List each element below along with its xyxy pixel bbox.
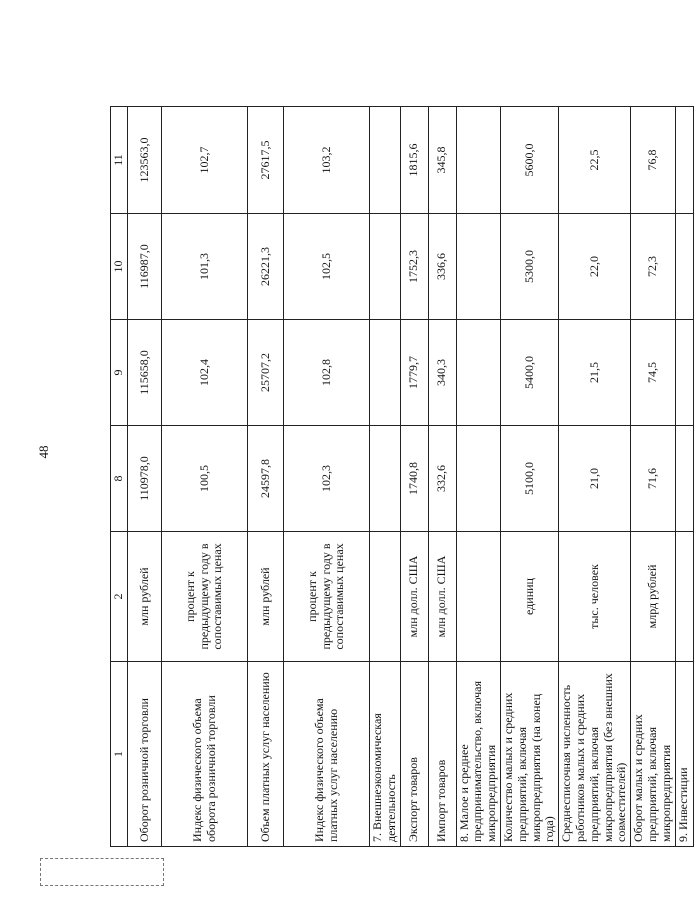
table-row [500,107,558,847]
value-cell: 102,5 [284,214,370,320]
row-label: Оборот розничной торговли [128,662,162,847]
row-unit [370,532,401,662]
row-label: Индекс физического объема платных услуг населению [284,662,370,847]
value-cell: 101,3 [162,214,248,320]
column-header: 1 [111,662,128,847]
forecast-table [110,106,694,847]
section-row [456,107,500,847]
value-cell: 103,2 [284,107,370,214]
value-cell: 5100,0 [500,426,558,532]
forecast-table-container [110,107,691,847]
value-cell [370,320,401,426]
table-row [284,107,370,847]
value-cell [456,214,500,320]
table-row [428,107,456,847]
row-unit: тыс. человек [559,532,631,662]
column-header: 10 [111,214,128,320]
page-number: 48 [36,445,51,459]
row-unit: процент к предыдущему году в сопоставимых ценах [284,532,370,662]
value-cell: 72,3 [631,214,675,320]
registry-stamp [40,858,164,886]
row-unit: единиц [500,532,558,662]
value-cell: 76,8 [631,107,675,214]
value-cell: 102,3 [284,426,370,532]
value-cell: 110978,0 [128,426,162,532]
table-row [162,107,248,847]
value-cell: 1815,6 [400,107,428,214]
table-row [559,107,631,847]
value-cell: 5600,0 [500,107,558,214]
value-cell [456,320,500,426]
value-cell: 21,0 [559,426,631,532]
value-cell: 71,6 [631,426,675,532]
value-cell: 115658,0 [128,320,162,426]
value-cell: 5400,0 [500,320,558,426]
row-unit: млн долл. США [400,532,428,662]
column-header: 11 [111,107,128,214]
value-cell: 116987,0 [128,214,162,320]
value-cell [675,426,693,532]
table-row [400,107,428,847]
value-cell: 123563,0 [128,107,162,214]
value-cell: 24597,8 [248,426,284,532]
value-cell: 340,3 [428,320,456,426]
value-cell: 74,5 [631,320,675,426]
value-cell: 5300,0 [500,214,558,320]
value-cell [675,320,693,426]
table-row [128,107,162,847]
row-unit: млн долл. США [428,532,456,662]
section-row [675,107,693,847]
header-row [111,107,128,847]
value-cell: 336,6 [428,214,456,320]
row-label: Экспорт товаров [400,662,428,847]
value-cell [675,214,693,320]
value-cell: 25707,2 [248,320,284,426]
row-unit: процент к предыдущему году в сопоставимых ценах [162,532,248,662]
row-unit: млн рублей [248,532,284,662]
value-cell: 22,0 [559,214,631,320]
column-header: 2 [111,532,128,662]
value-cell: 22,5 [559,107,631,214]
section-heading: 8. Малое и среднее предпринимательство, включая микропредприятия [456,662,500,847]
column-header: 9 [111,320,128,426]
value-cell [370,107,401,214]
value-cell [675,107,693,214]
value-cell: 1752,3 [400,214,428,320]
section-heading: 9. Инвестиции [675,662,693,847]
section-heading: 7. Внешнеэкономическая деятельность [370,662,401,847]
row-label: Объем платных услуг населению [248,662,284,847]
value-cell: 100,5 [162,426,248,532]
value-cell: 27617,5 [248,107,284,214]
row-unit [675,532,693,662]
table-row [631,107,675,847]
value-cell: 345,8 [428,107,456,214]
section-row [370,107,401,847]
row-label: Среднесписочная численность работников малых и средних предприятий, включая микропредприятия (без внешних совместителей) [559,662,631,847]
value-cell: 1740,8 [400,426,428,532]
value-cell: 102,4 [162,320,248,426]
row-label: Оборот малых и средних предприятий, включая микропредприятия [631,662,675,847]
value-cell [456,107,500,214]
table-row [248,107,284,847]
value-cell: 26221,3 [248,214,284,320]
value-cell [370,426,401,532]
value-cell [370,214,401,320]
row-unit: млн рублей [128,532,162,662]
row-unit: млрд рублей [631,532,675,662]
row-unit [456,532,500,662]
value-cell: 332,6 [428,426,456,532]
value-cell: 1779,7 [400,320,428,426]
value-cell: 102,7 [162,107,248,214]
row-label: Импорт товаров [428,662,456,847]
value-cell: 102,8 [284,320,370,426]
row-label: Количество малых и средних предприятий, включая микропредприятия (на конец года) [500,662,558,847]
value-cell [456,426,500,532]
column-header: 8 [111,426,128,532]
value-cell: 21,5 [559,320,631,426]
row-label: Индекс физического объема оборота розничной торговли [162,662,248,847]
